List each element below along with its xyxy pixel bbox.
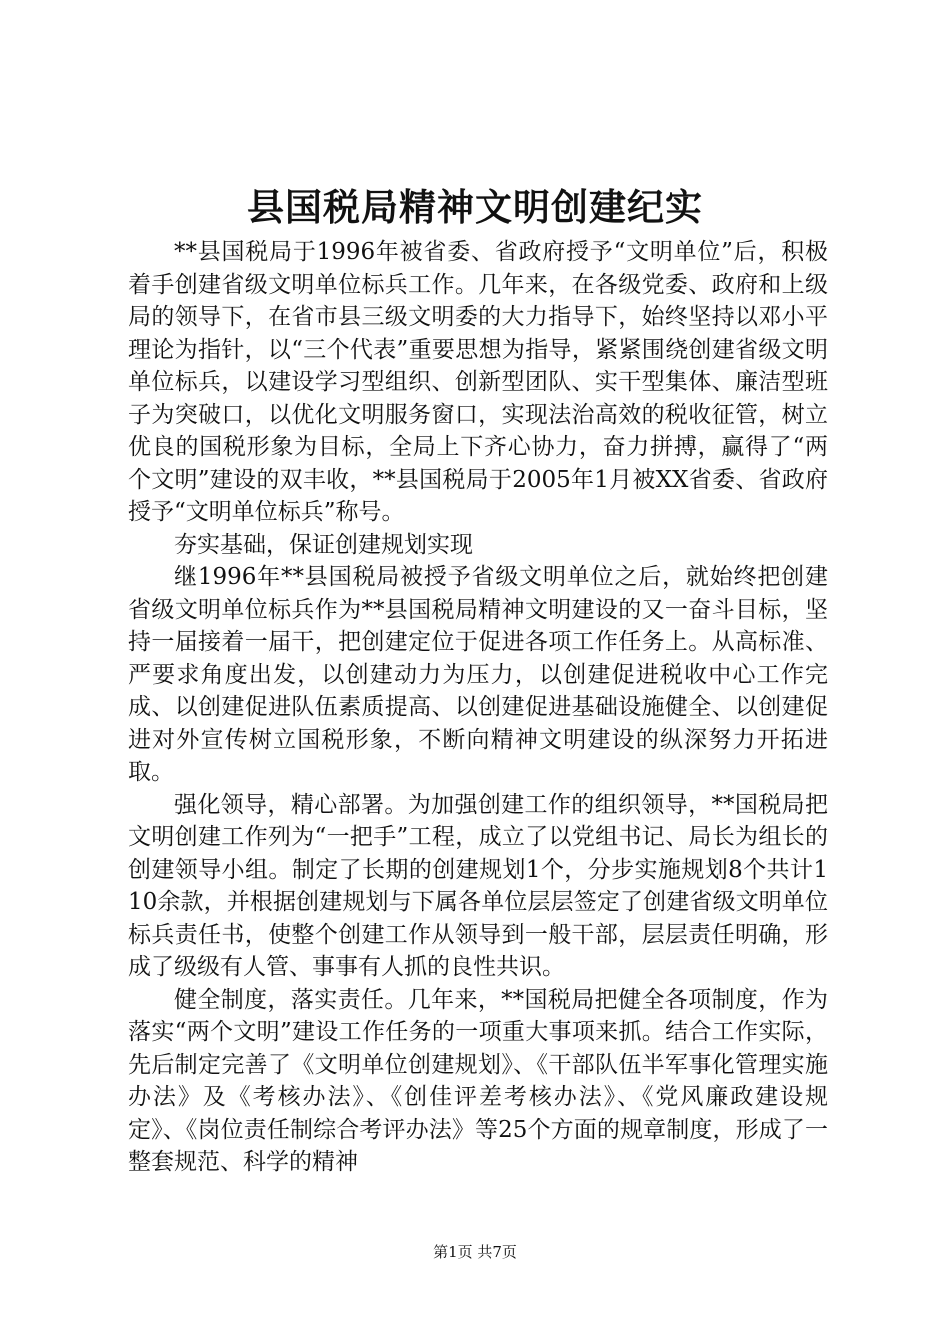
paragraph-system: 健全制度，落实责任。几年来，**国税局把健全各项制度，作为落实“两个文明”建设工作任务的一项重大事项来抓。结合工作实际，先后制定完善了《文明单位创建规划》、《干部队伍半军事化管理实施办法》及《考核办法》、《创佳评差考核办法》、《党风廉政建设规定》、《岗位责任制综合考评办法》等25个方面的规章制度，形成了一整套规范、科学的精神 [128, 986, 828, 1175]
paragraph-leadership: 强化领导，精心部署。为加强创建工作的组织领导，**国税局把文明创建工作列为“一把手”工程，成立了以党组书记、局长为组长的创建领导小组。制定了长期的创建规划1个，分步实施规划8个共计110余款，并根据创建规划与下属各单位层层签定了创建省级文明单位标兵责任书，使整个创建工作从领导到一般干部，层层责任明确，形成了级级有人管、事事有人抓的良性共识。 [128, 791, 828, 980]
paragraph-foundation: 继1996年**县国税局被授予省级文明单位之后，就始终把创建省级文明单位标兵作为**县国税局精神文明建设的又一奋斗目标，坚持一届接着一届干，把创建定位于促进各项工作任务上。从高标准、严要求角度出发，以创建动力为压力，以创建促进税收中心工作完成、以创建促进队伍素质提高、以创建促进基础设施健全、以创建促进对外宣传树立国税形象，不断向精神文明建设的纵深努力开拓进取。 [128, 564, 828, 785]
section-heading: 夯实基础，保证创建规划实现 [174, 531, 473, 558]
document-body [128, 236, 828, 1179]
paragraph-intro: **县国税局于1996年被省委、省政府授予“文明单位”后，积极着手创建省级文明单位标兵工作。几年来，在各级党委、政府和上级局的领导下，在省市县三级文明委的大力指导下，始终坚持以邓小平理论为指针，以“三个代表”重要思想为指导，紧紧围绕创建省级文明单位标兵，以建设学习型组织、创新型团队、实干型集体、廉洁型班子为突破口，以优化文明服务窗口，实现法治高效的税收征管，树立优良的国税形象为目标，全局上下齐心协力，奋力拼搏，赢得了“两个文明”建设的双丰收，**县国税局于2005年1月被XX省委、省政府授予“文明单位标兵”称号。 [128, 239, 828, 525]
document-title: 县国税局精神文明创建纪实 [247, 185, 703, 229]
page-footer: 第1页 共7页 [433, 1243, 517, 1261]
